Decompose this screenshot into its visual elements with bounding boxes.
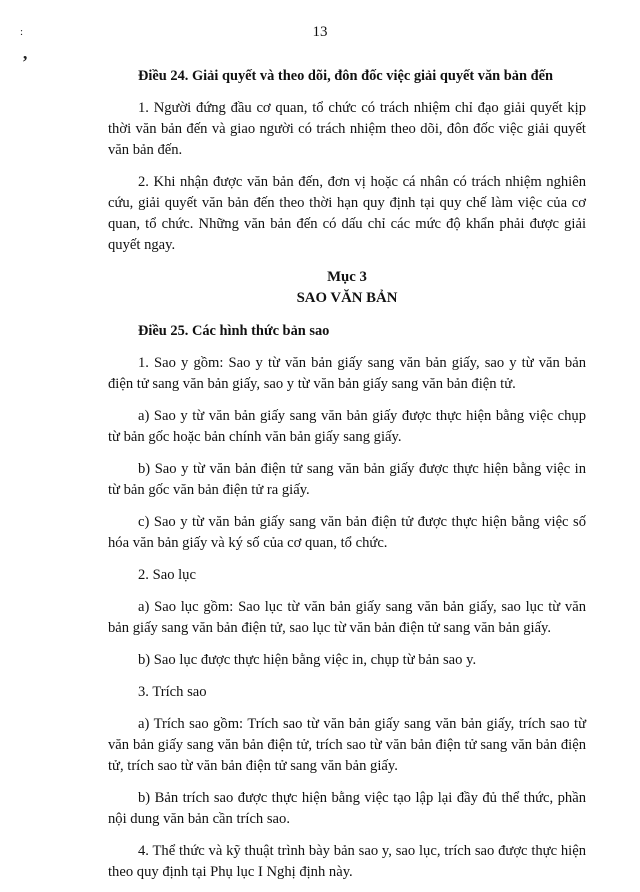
article-25-paragraph: 2. Sao lục — [138, 567, 196, 583]
article-25-paragraph: a) Trích sao gồm: Trích sao từ văn bản giấy sang văn bản giấy, trích sao từ văn bản giấy sang văn bản điện tử, trích sao từ văn bản điện tử sang văn bản điện tử, trích sao từ văn bản điện tử sang văn bản giấy. — [108, 716, 586, 774]
article-25-paragraph: 1. Sao y gồm: Sao y từ văn bản giấy sang văn bản giấy, sao y từ văn bản điện tử sang văn bản giấy, sao y từ văn bản giấy sang văn bản điện tử. — [108, 355, 586, 392]
article-25-paragraph: b) Sao y từ văn bản điện tử sang văn bản giấy được thực hiện bằng việc in từ bản gốc văn bản điện tử ra giấy. — [108, 461, 586, 498]
margin-mark: ’ — [22, 52, 28, 72]
article-25-paragraph: a) Sao y từ văn bản giấy sang văn bản giấy được thực hiện bằng việc chụp từ bản gốc hoặc bản chính văn bản giấy sang giấy. — [108, 408, 586, 445]
article-25-title: Điều 25. Các hình thức bản sao — [138, 323, 330, 339]
article-25-paragraph: 3. Trích sao — [138, 684, 207, 700]
article-25-paragraph: c) Sao y từ văn bản giấy sang văn bản điện tử được thực hiện bằng việc số hóa văn bản giấy và ký số của cơ quan, tổ chức. — [108, 514, 586, 551]
article-24-paragraph: 1. Người đứng đầu cơ quan, tổ chức có trách nhiệm chỉ đạo giải quyết kịp thời văn bản đến và giao người có trách nhiệm theo dõi, đôn đốc việc giải quyết văn bản đến. — [108, 100, 586, 158]
section-number: Mục 3 — [327, 269, 367, 285]
page-number: 13 — [312, 24, 328, 40]
margin-mark: : — [20, 26, 24, 38]
article-25-paragraph: 4. Thể thức và kỹ thuật trình bày bản sao y, sao lục, trích sao được thực hiện theo quy định tại Phụ lục I Nghị định này. — [108, 843, 586, 880]
document-body — [108, 66, 586, 883]
article-24-paragraph: 2. Khi nhận được văn bản đến, đơn vị hoặc cá nhân có trách nhiệm nghiên cứu, giải quyết văn bản đến theo thời hạn quy định tại quy chế làm việc của cơ quan, tổ chức. Những văn bản đến có dấu chỉ các mức độ khẩn phải được giải quyết ngay. — [108, 174, 586, 253]
section-title: SAO VĂN BẢN — [296, 290, 398, 306]
article-24-title: Điều 24. Giải quyết và theo dõi, đôn đốc việc giải quyết văn bản đến — [138, 68, 553, 84]
article-25-paragraph: a) Sao lục gồm: Sao lục từ văn bản giấy sang văn bản giấy, sao lục từ văn bản giấy sang văn bản điện tử, sao lục từ văn bản điện tử sang văn bản giấy. — [108, 599, 586, 636]
article-25-paragraph: b) Bản trích sao được thực hiện bằng việc tạo lập lại đầy đủ thể thức, phần nội dung văn bản cần trích sao. — [108, 790, 586, 827]
article-25-paragraph: b) Sao lục được thực hiện bằng việc in, chụp từ bản sao y. — [138, 652, 477, 668]
